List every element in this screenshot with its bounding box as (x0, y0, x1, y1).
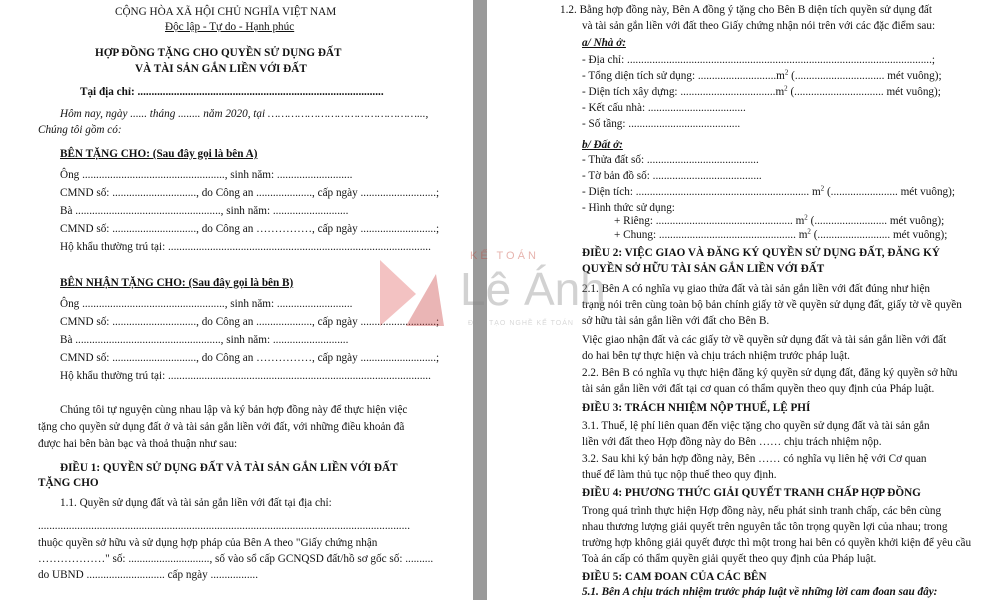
document-line: 3.2. Sau khi ký bản hợp đồng này, Bên …… có nghĩa vụ liên hệ với Cơ quan (582, 453, 927, 465)
document-line: Độc lập - Tự do - Hạnh phúc (165, 21, 295, 33)
document-line: trường hợp không giải quyết được thì một trong hai bên có quyền khởi kiện để yêu cầu (582, 537, 972, 549)
document-line: HỢP ĐỒNG TẶNG CHO QUYỀN SỬ DỤNG ĐẤT (95, 47, 342, 59)
document-line: BÊN NHẬN TẶNG CHO: (Sau đây gọi là bên B) (60, 277, 294, 289)
document-line: tài sản gắn liền với đất tại cơ quan có thẩm quyền theo quy định của Pháp luật. (582, 383, 935, 395)
document-line: ĐIỀU 2: VIỆC GIAO VÀ ĐĂNG KÝ QUYỀN SỬ DỤNG ĐẤT, ĐĂNG KÝ (582, 247, 940, 259)
document-line: VÀ TÀI SẢN GẮN LIỀN VỚI ĐẤT (135, 63, 307, 75)
document-line: ĐIỀU 5: CAM ĐOAN CỦA CÁC BÊN (582, 571, 767, 583)
document-line: 3.1. Thuế, lệ phí liên quan đến việc tặng cho quyền sử dụng đất và tài sản gắn (582, 420, 930, 432)
document-line: thuế để làm thủ tục nộp thuế theo quy định. (582, 469, 777, 481)
document-line: - Địa chỉ: .............................................................................................................; (582, 54, 936, 66)
document-line: sở hữu tài sản gắn liền với đất cho Bên B. (582, 315, 770, 327)
document-line: Ông ..................................................., sinh năm: ........................... (60, 169, 353, 181)
document-line: CMND số: .............................., do Công an ……………, cấp ngày ...........................; (60, 223, 440, 235)
document-line: CMND số: .............................., do Công an ……………, cấp ngày ...........................; (60, 352, 440, 364)
document-line: + Riêng: ................................................. $m^2$ (.......................... mét vuông); (614, 213, 945, 227)
document-line: b/ Đất ở: (582, 139, 623, 151)
document-line: - Diện tích xây dựng: $..................................m^2$ (................................ mét vuông); (582, 84, 941, 98)
document-line: - Kết cấu nhà: ................................... (582, 102, 746, 114)
document-line: - Tờ bản đồ số: ....................................... (582, 170, 762, 182)
document-line: QUYỀN SỞ HỮU TÀI SẢN GẮN LIỀN VỚI ĐẤT (582, 263, 825, 275)
document-line: Tại địa chỉ: ........................................................................................ (80, 86, 384, 98)
document-line: ĐIỀU 3: TRÁCH NHIỆM NỘP THUẾ, LỆ PHÍ (582, 402, 811, 414)
document-line: Toà án cấp có thẩm quyền giải quyết theo quy định của Pháp luật. (582, 553, 877, 565)
document-line: ..................................................................................................................................... (38, 520, 410, 532)
right-document-page (487, 0, 1000, 600)
document-line: do hai bên tự thực hiện và chịu trách nhiệm trước pháp luật. (582, 350, 850, 362)
document-line: ………………" số: ............................., số vào sổ cấp GCNQSD đất/hồ sơ gốc số: .......... (38, 553, 434, 565)
page-gap (473, 0, 487, 600)
document-line: Bà ...................................................., sinh năm: ........................... (60, 334, 349, 346)
left-document-page (0, 0, 473, 600)
document-line: Trong quá trình thực hiện Hợp đồng này, nếu phát sinh tranh chấp, các bên cùng (582, 505, 942, 517)
document-line: BÊN TẶNG CHO: (Sau đây gọi là bên A) (60, 148, 258, 160)
watermark-sub-text: ĐÀO TẠO NGHỀ KẾ TOÁN (468, 320, 574, 327)
document-line: - Tổng diện tích sử dụng: $............................m^2$ (................................ mét vuông); (582, 68, 942, 82)
document-line: và tài sản gắn liền với đất theo Giấy chứng nhận nói trên với các đặc điểm sau: (582, 20, 936, 32)
document-line: 1.1. Quyền sử dụng đất và tài sản gắn liền với đất tại địa chỉ: (60, 497, 332, 509)
document-line: 1.2. Bằng hợp đồng này, Bên A đồng ý tặng cho Bên B diện tích quyền sử dụng đất (560, 4, 933, 16)
document-line: Hộ khẩu thường trú tại: .............................................................................................. (60, 370, 431, 382)
document-line: 5.1. Bên A chịu trách nhiệm trước pháp luật về những lời cam đoan sau đây: (582, 586, 938, 598)
document-line: trạng nói trên cùng toàn bộ bản chính giấy tờ về quyền sử dụng đất, giấy tờ về quyền (582, 299, 962, 311)
document-line: liền với đất theo Hợp đồng này do Bên …… chịu trách nhiệm nộp. (582, 436, 882, 448)
document-line: CMND số: .............................., do Công an ...................., cấp ngày ...........................; (60, 187, 440, 199)
document-line: 2.1. Bên A có nghĩa vụ giao thửa đất và tài sản gắn liền với đất đúng như hiện (582, 283, 931, 295)
watermark-main-text: Lê Ánh (460, 263, 606, 315)
document-line: - Hình thức sử dụng: (582, 202, 675, 214)
document-line: Chúng tôi tự nguyện cùng nhau lập và ký bản hợp đồng này để thực hiện việc (60, 404, 408, 416)
document-line: 2.2. Bên B có nghĩa vụ thực hiện đăng ký quyền sử dụng đất, đăng ký quyền sở hữu (582, 367, 958, 379)
document-line: - Số tầng: ........................................ (582, 118, 741, 130)
document-line: a/ Nhà ở: (582, 37, 626, 49)
document-line: ĐIỀU 4: PHƯƠNG THỨC GIẢI QUYẾT TRANH CHẤP HỢP ĐỒNG (582, 487, 921, 499)
watermark-top-text: KẾ TOÁN (470, 250, 539, 262)
document-line: Bà ...................................................., sinh năm: ........................... (60, 205, 349, 217)
document-line: Chúng tôi gồm có: (38, 124, 122, 136)
document-line: CMND số: .............................., do Công an ...................., cấp ngày ...........................; (60, 316, 440, 328)
document-line: - Diện tích: .............................................................. $m^2$ (........................ mét vuông); (582, 184, 955, 198)
document-line: + Chung: ................................................. $m^2$ (.......................... mét vuông); (614, 227, 948, 241)
document-line: - Thửa đất số: ........................................ (582, 154, 759, 166)
document-line: tặng cho quyền sử dụng đất ở và tài sản gắn liền với đất, với những điều khoản đã (38, 421, 405, 433)
document-line: thuộc quyền sở hữu và sử dụng hợp pháp của Bên A theo "Giấy chứng nhận (38, 537, 378, 549)
document-line: được hai bên bàn bạc và thoả thuận như sau: (38, 438, 238, 450)
document-line: ĐIỀU 1: QUYỀN SỬ DỤNG ĐẤT VÀ TÀI SẢN GẮN LIỀN VỚI ĐẤT (60, 462, 398, 474)
document-line: TẶNG CHO (38, 477, 99, 489)
document-line: nhau thương lượng giải quyết trên nguyên tắc tôn trọng quyền lợi của nhau; trong (582, 521, 948, 533)
document-line: Hộ khẩu thường trú tại: .............................................................................................. (60, 241, 431, 253)
document-line: Ông ..................................................., sinh năm: ........................... (60, 298, 353, 310)
document-line: Việc giao nhận đất và các giấy tờ về quyền sử dụng đất và tài sản gắn liền với đất (582, 334, 947, 346)
document-line: CỘNG HÒA XÃ HỘI CHỦ NGHĨA VIỆT NAM (115, 6, 337, 18)
document-line: do UBND ............................ cấp ngày ................. (38, 569, 259, 581)
document-line: Hôm nay, ngày ...... tháng ........ năm 2020, tại ………………………………………..., (60, 108, 429, 120)
